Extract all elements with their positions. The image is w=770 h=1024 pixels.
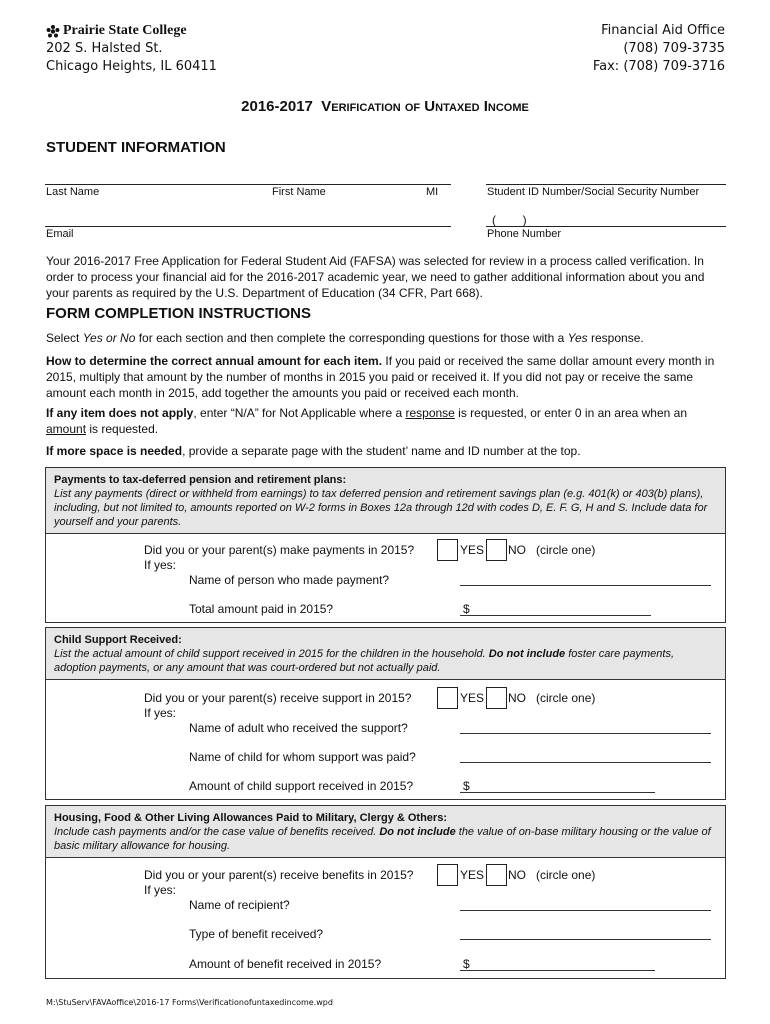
housing-yes-checkbox[interactable]	[437, 864, 458, 886]
circle-one-label: (circle one)	[536, 868, 596, 882]
housing-question: Did you or your parent(s) receive benefits in 2015?	[144, 868, 414, 882]
pension-description: List any payments (direct or withheld from earnings) to tax deferred pension and retirement savings plan (e.g. 401(k) or 403(b) plans), including, but not limited to, amounts reported on W-2 forms in Boxes 12a through 12d with codes D, E. F. G, H and S. Include data for yourself and your parents.	[54, 488, 708, 528]
housing-dollar-sign: $	[463, 957, 470, 971]
student-id-field-line[interactable]	[486, 184, 726, 185]
email-label: Email	[46, 228, 74, 240]
pension-section-header	[46, 468, 725, 534]
office-fax: Fax: (708) 709-3716	[592, 59, 725, 74]
child-support-amount-field[interactable]	[460, 792, 655, 793]
email-field-line[interactable]	[45, 226, 451, 227]
pension-question: Did you or your parent(s) make payments in 2015?	[144, 543, 415, 557]
pension-no-checkbox[interactable]	[486, 539, 507, 561]
phone-area-code: ( )	[492, 213, 527, 227]
housing-amount-question: Amount of benefit received in 2015?	[189, 957, 382, 971]
title-year: 2016-2017	[241, 98, 313, 115]
child-support-yes-no	[437, 687, 595, 709]
housing-recipient-field[interactable]	[460, 910, 711, 911]
instructions-heading: FORM COMPLETION INSTRUCTIONS	[46, 305, 311, 322]
child-support-adult-question: Name of adult who received the support?	[189, 721, 408, 735]
not-applicable-instruction: If any item does not apply, enter “N/A” for Not Applicable where a response is requested, or enter 0 in an area when an amount is requested.	[46, 406, 687, 436]
pension-yes-no	[437, 539, 595, 561]
file-path-footer: M:\StuServ\FAVAoffice\2016-17 Forms\Verificationofuntaxedincome.wpd	[46, 998, 333, 1007]
student-info-heading: STUDENT INFORMATION	[46, 139, 226, 156]
housing-amount-field[interactable]	[460, 970, 655, 971]
office-name: Financial Aid Office	[601, 23, 725, 38]
title-name: Verification of Untaxed Income	[321, 98, 529, 115]
yes-label: YES	[460, 543, 485, 557]
first-name-label: First Name	[272, 186, 326, 198]
mi-label: MI	[426, 186, 439, 198]
address-line-1: 202 S. Halsted St.	[46, 41, 163, 56]
circle-one-label: (circle one)	[536, 691, 596, 705]
pension-amount-field[interactable]	[460, 615, 651, 616]
annual-amount-instruction: How to determine the correct annual amount for each item. If you paid or received the same dollar amount every month in 2015, multiply that amount by the number of months in 2015 you paid or received it. If you did not pay or receive the same amount each month in 2015, add together the amounts you paid or received each month.	[46, 354, 715, 400]
child-support-amount-question: Amount of child support received in 2015?	[189, 779, 414, 793]
housing-benefit-type-field[interactable]	[460, 939, 711, 940]
housing-if-yes: If yes:	[144, 883, 177, 897]
child-support-no-checkbox[interactable]	[486, 687, 507, 709]
circle-one-label: (circle one)	[536, 543, 596, 557]
select-instruction: Select Yes or No for each section and then complete the corresponding questions for those with a Yes response.	[46, 331, 644, 345]
housing-benefit-type-question: Type of benefit received?	[189, 927, 324, 941]
housing-yes-no	[437, 864, 595, 886]
phone-field-line[interactable]	[486, 226, 726, 227]
office-contact-block	[593, 22, 725, 76]
housing-no-checkbox[interactable]	[486, 864, 507, 886]
more-space-instruction: If more space is needed, provide a separate page with the student’ name and ID number at the top.	[46, 444, 581, 458]
child-support-section-header	[46, 628, 725, 680]
yes-label: YES	[460, 691, 485, 705]
no-label: NO	[508, 543, 527, 557]
student-id-label: Student ID Number/Social Security Number	[487, 186, 700, 198]
no-label: NO	[508, 868, 527, 882]
child-support-child-question: Name of child for whom support was paid?	[189, 750, 416, 764]
child-support-adult-field[interactable]	[460, 733, 711, 734]
address-line-2: Chicago Heights, IL 60411	[46, 59, 217, 74]
child-support-title: Child Support Received:	[54, 634, 182, 646]
child-support-question: Did you or your parent(s) receive support in 2015?	[144, 691, 412, 705]
name-field-line[interactable]	[45, 184, 451, 185]
housing-title: Housing, Food & Other Living Allowances Paid to Military, Clergy & Others:	[54, 812, 447, 824]
yes-label: YES	[460, 868, 485, 882]
page-title	[0, 98, 770, 115]
last-name-label: Last Name	[46, 186, 100, 198]
child-support-child-field[interactable]	[460, 762, 711, 763]
phone-label: Phone Number	[487, 228, 561, 240]
child-support-dollar-sign: $	[463, 779, 470, 793]
child-support-description: List the actual amount of child support received in 2015 for the children in the household. Do not include foster care payments, adoption payments, or any amount that was court-ordered but not actually paid.	[54, 648, 674, 674]
college-name: Prairie State College	[63, 23, 187, 38]
college-address-block	[46, 22, 217, 76]
pension-title: Payments to tax-deferred pension and retirement plans:	[54, 474, 347, 486]
pension-dollar-sign: $	[463, 602, 470, 616]
housing-section-header	[46, 806, 725, 858]
pension-yes-checkbox[interactable]	[437, 539, 458, 561]
prairie-flower-icon	[46, 25, 60, 38]
child-support-if-yes: If yes:	[144, 706, 177, 720]
housing-recipient-question: Name of recipient?	[189, 898, 290, 912]
intro-paragraph: Your 2016-2017 Free Application for Federal Student Aid (FAFSA) was selected for review in a process called verification. In order to process your financial aid for the 2016-2017 academic year, we need to gather additional information about you and your parents as required by the U.S. Department of Education (34 CFR, Part 668).	[46, 254, 705, 300]
pension-amount-question: Total amount paid in 2015?	[189, 602, 334, 616]
pension-person-question: Name of person who made payment?	[189, 573, 390, 587]
pension-if-yes: If yes:	[144, 558, 177, 572]
no-label: NO	[508, 691, 527, 705]
housing-description: Include cash payments and/or the case value of benefits received. Do not include the value of on-base military housing or the value of basic military allowance for housing.	[54, 826, 711, 852]
office-phone: (708) 709-3735	[623, 41, 725, 56]
college-logo	[46, 22, 217, 40]
pension-person-field[interactable]	[460, 585, 711, 586]
child-support-yes-checkbox[interactable]	[437, 687, 458, 709]
